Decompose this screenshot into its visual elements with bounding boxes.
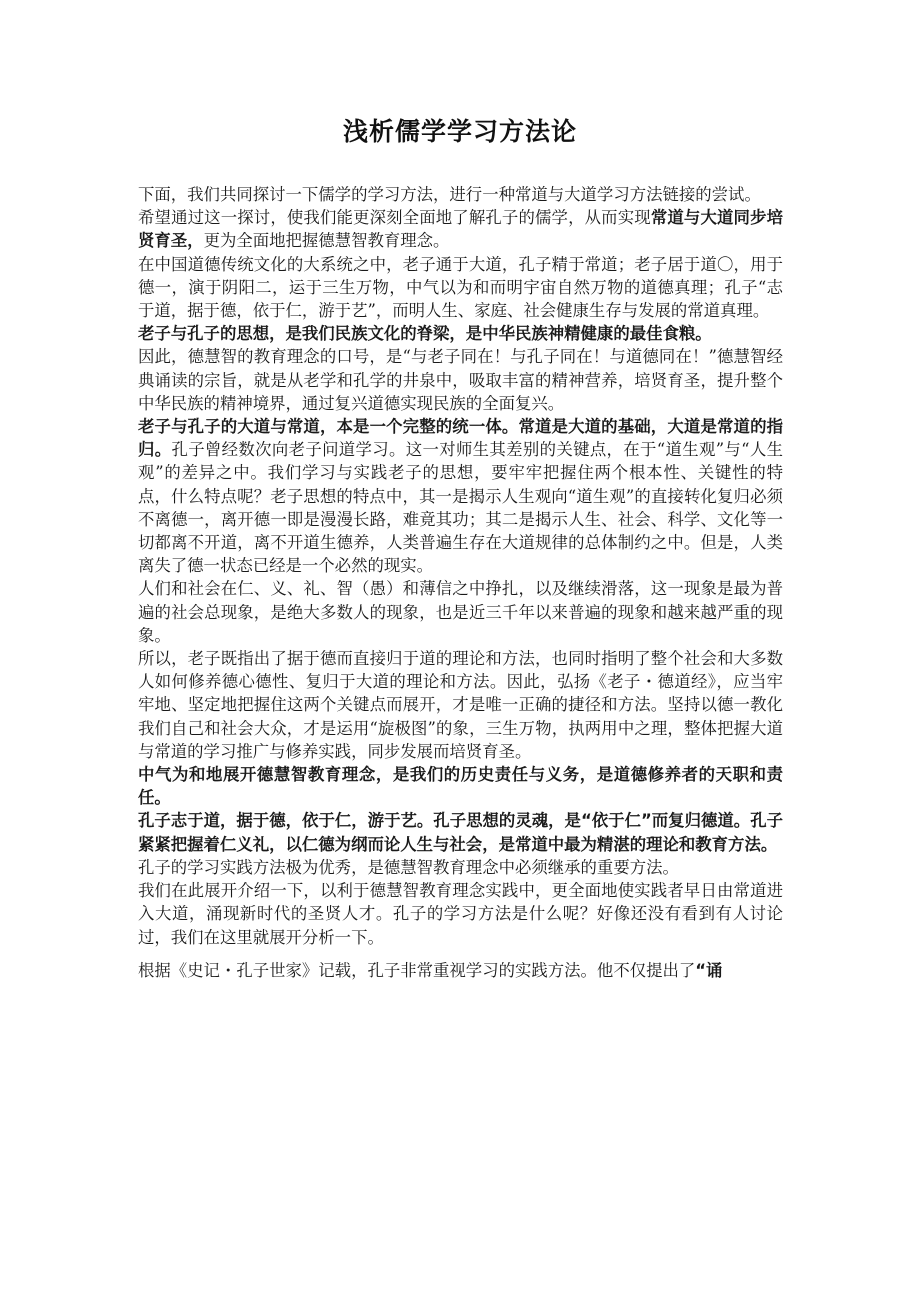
text-run: 下面，我们共同探讨一下儒学的学习方法，进行一种常道与大道学习方法链接的尝试。: [138, 185, 761, 204]
paragraph: [138, 345, 783, 415]
text-run: 所以，老子既指出了据于德而直接归于道的理论和方法，也同时指明了整个社会和大多数人如何修养德心德性、复归于大道的理论和方法。因此，弘扬《老子・德道经》，应当牢牢地、坚定地把握住这两个关键点而展开，才是唯一正确的捷径和方法。坚持以德一教化我们自己和社会大众，才是运用“旋极图”的象，三生万物，执两用中之理，整体把握大道与常道的学习推广与修养实践，同步发展而培贤育圣。: [138, 649, 783, 761]
paragraph: [138, 322, 783, 345]
bold-text-run: 常道与大道同步培贤育圣，: [138, 208, 783, 251]
paragraph: [138, 577, 783, 647]
paragraph: [138, 763, 783, 809]
document-title: 浅析儒学学习方法论: [342, 117, 577, 146]
bold-text-run: 中气为和地展开德慧智教育理念，是我们的历史责任与义务，是道德修养者的天职和责任。: [138, 765, 783, 808]
text-run: 人们和社会在仁、义、礼、智（愚）和薄信之中挣扎，以及继续滑落，这一现象是最为普遍的社会总现象，是绝大多数人的现象，也是近三千年以来普遍的现象和越来越严重的现象。: [138, 579, 783, 645]
bold-text-run: 老子与孔子的大道与常道，本是一个完整的统一体。常道是大道的基础，大道是常道的指归。: [138, 417, 783, 460]
bold-text-run: 孔子志于道，据于德，依于仁，游于艺。孔子思想的灵魂，是“依于仁”而复归德道。孔子紧紧把握着仁义礼，以仁德为纲而论人生与社会，是常道中最为精湛的理论和教育方法。: [138, 811, 783, 854]
paragraph: [138, 183, 783, 206]
text-run: 更为全面地把握德慧智教育理念。: [203, 231, 450, 251]
bold-text-run: 老子与孔子的思想，是我们民族文化的脊梁，是中华民族神精健康的最佳食粮。: [138, 324, 712, 344]
paragraph: [138, 415, 783, 577]
paragraph: [138, 647, 783, 763]
text-run: 孔子曾经数次向老子问道学习。这一对师生其差别的关键点，在于“道生观”与“人生观”的差异之中。我们学习与实践老子的思想，要牢牢把握住两个根本性、关键性的特点，什么特点呢？老子思想的特点中，其一是揭示人生观向“道生观”的直接转化复归必须不离德一，离开德一即是漫漫长路，难竟其功；其二是揭示人生、社会、科学、文化等一切都离不开道，离不开道生德养，人类普遍生存在大道规律的总体制约之中。但是，人类离失了德一状态已经是一个必然的现实。: [138, 440, 783, 576]
text-run: 在中国道德传统文化的大系统之中，老子通于大道，孔子精于常道；老子居于道〇，用于德一，演于阴阳二，运于三生万物，中气以为和而明宇宙自然万物的道德真理；孔子“志于道，据于德，依于仁，游于艺”，而明人生、家庭、社会健康生存与发展的常道真理。: [138, 254, 783, 321]
paragraph: [138, 856, 783, 879]
paragraph: [138, 206, 783, 252]
paragraph: [138, 879, 783, 949]
text-run: 我们在此展开介绍一下，以利于德慧智教育理念实践中，更全面地使实践者早日由常道进入大道，涌现新时代的圣贤人才。孔子的学习方法是什么呢？好像还没有看到有人讨论过，我们在这里就展开分析一下。: [138, 881, 783, 947]
text-run: 根据《史记・孔子世家》记载，孔子非常重视学习的实践方法。他不仅提出了: [138, 960, 696, 980]
text-run: 希望通过这一探讨，使我们能更深刻全面地了解孔子的儒学，从而实现: [138, 208, 651, 228]
paragraph: [138, 959, 783, 982]
text-run: 孔子的学习实践方法极为优秀，是德慧智教育理念中必须继承的重要方法。: [138, 857, 679, 877]
paragraph: [138, 253, 783, 323]
paragraph: [138, 809, 783, 855]
text-run: 因此，德慧智的教育理念的口号，是“与老子同在！与孔子同在！与道德同在！”德慧智经典诵读的宗旨，就是从老学和孔学的井泉中，吸取丰富的精神营养，培贤育圣，提升整个中华民族的精神境界，通过复兴道德实现民族的全面复兴。: [138, 347, 783, 413]
bold-text-run: “诵: [695, 960, 723, 980]
document-body: [138, 183, 783, 982]
